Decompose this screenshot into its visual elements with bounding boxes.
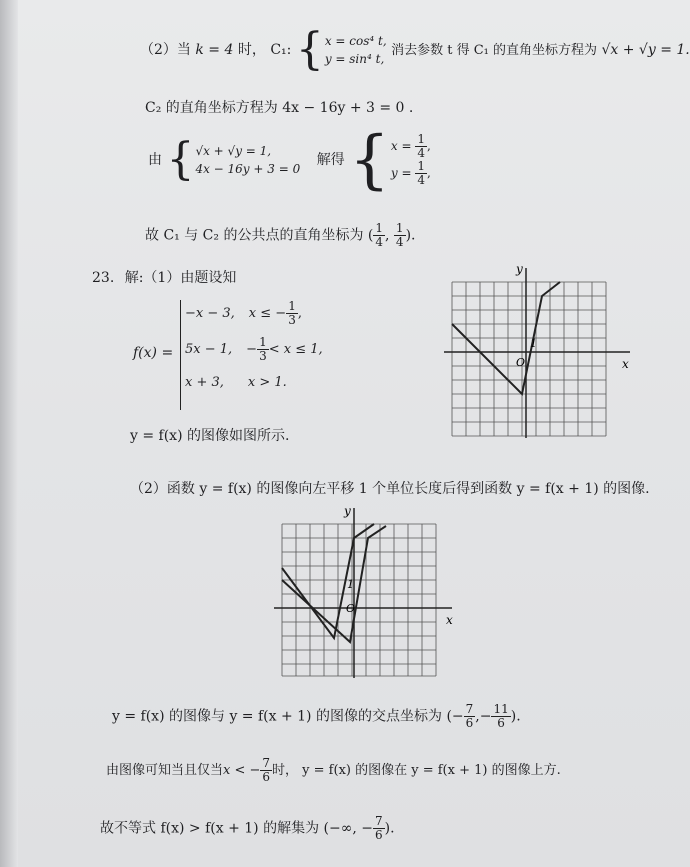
text: 解:（1）由题设知 <box>124 270 237 286</box>
svg-text:x: x <box>622 357 629 371</box>
svg-text:y: y <box>516 262 523 276</box>
question-number: 23. <box>92 270 115 286</box>
when-line: 由图像可知当且仅当x < − $\frac{7}{6}$ 时， y = f(x) 的图像在 y = f(x + 1) 的图像上方. <box>106 756 561 784</box>
intersection-line: y = f(x) 的图像与 y = f(x + 1) 的图像的交点坐标为 (− $\frac{7}{6}$ ,− $\frac{11}{6}$ ). <box>112 702 521 730</box>
text: 消去参数 t 得 C₁ 的直角坐标方程为 <box>391 43 598 58</box>
part2-line1 <box>140 24 690 75</box>
curve-label: C₁: <box>270 42 292 58</box>
piecewise-cases: −x − 3, x ≤ − $\frac{1}{3}$ , 5x − 1, − $\frac{1}{3}$ < x ≤ 1, x + 3, x > 1. <box>180 300 323 410</box>
page-edge-shadow <box>0 0 18 867</box>
piecewise-lhs: f(x) = <box>133 345 174 361</box>
q23-heading <box>92 267 236 287</box>
graph-shift <box>270 502 470 682</box>
graph-f <box>440 262 640 442</box>
svg-text:1: 1 <box>530 337 537 350</box>
text: （2）当 <box>140 42 191 58</box>
text: 时， <box>237 42 266 58</box>
svg-text:y: y <box>344 504 351 518</box>
math: k = 4 <box>195 42 234 58</box>
part2-line2: C₂ 的直角坐标方程为 4x − 16y + 3 = 0 . <box>145 100 414 116</box>
svg-text:O: O <box>346 602 356 615</box>
graph-caption: y = f(x) 的图像如图所示. <box>130 428 290 444</box>
svg-text:x: x <box>446 613 453 627</box>
system-block: 由 { √x + √y = 1, 4x − 16y + 3 = 0 解得 { x = $\frac{1}{4}$ , y = $\frac{1}{4}$ , <box>148 123 431 197</box>
part2-shift: （2）函数 y = f(x) 的图像向左平移 1 个单位长度后得到函数 y = f(x + 1) 的图像. <box>130 481 650 497</box>
svg-text:O: O <box>516 356 526 369</box>
math: √x + √y = 1. <box>601 42 690 58</box>
param-system: { x = cos⁴ t, y = sin⁴ t, <box>295 24 387 75</box>
final-line: 故不等式 f(x) > f(x + 1) 的解集为 (−∞, − $\frac{7}{6}$ ). <box>100 814 395 842</box>
conclusion-1: 故 C₁ 与 C₂ 的公共点的直角坐标为 ( $\frac{1}{4}$ , $\frac{1}{4}$ ). <box>145 221 416 249</box>
svg-text:1: 1 <box>347 578 354 591</box>
